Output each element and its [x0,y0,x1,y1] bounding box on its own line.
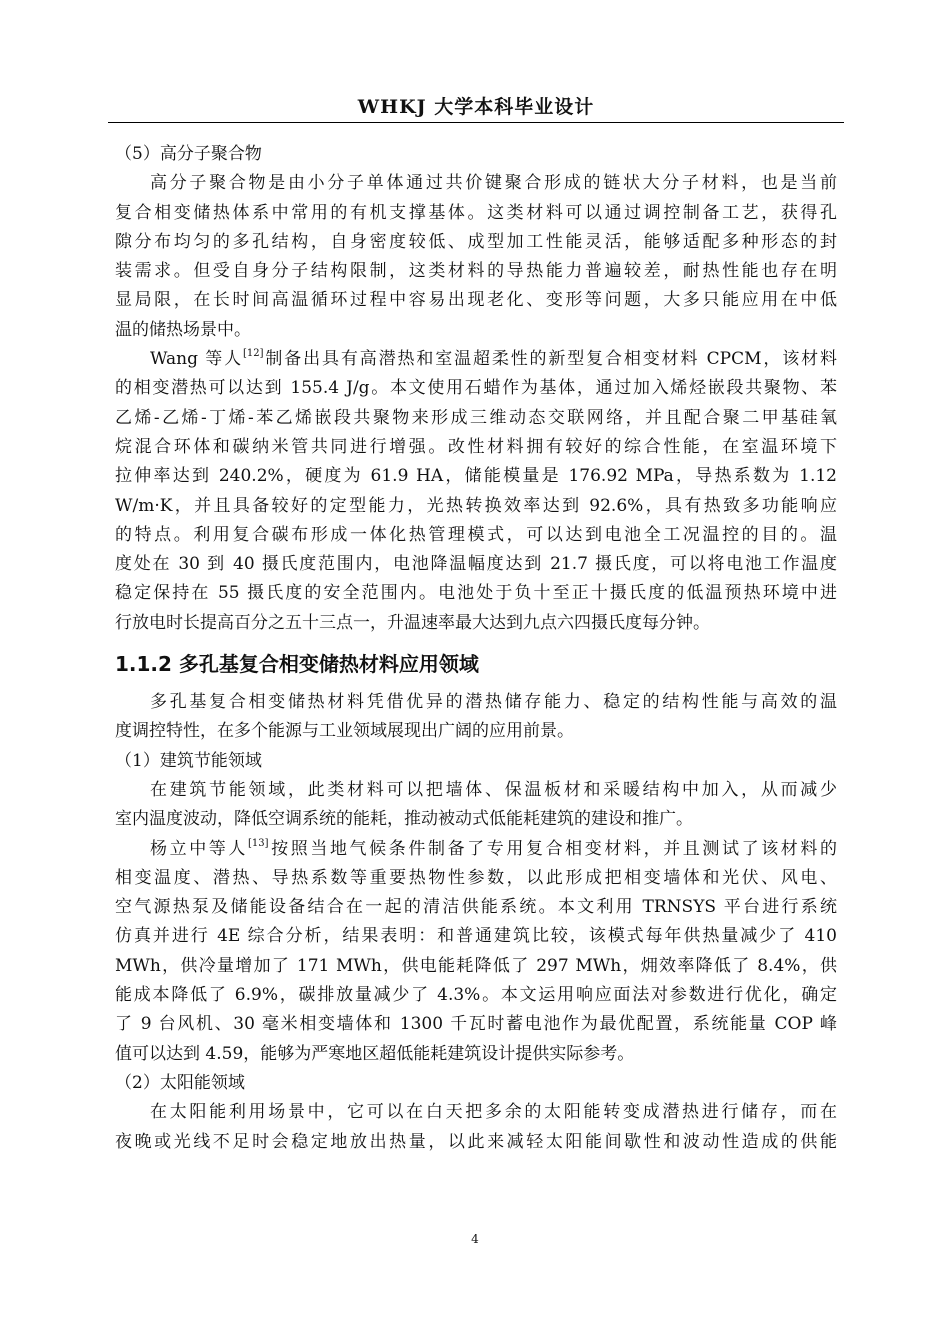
paragraph-line: 室内温度波动，降低空调系统的能耗，推动被动式低能耗建筑的建设和推广。 [115,809,693,830]
paragraph-line: 在太阳能利用场景中，它可以在白天把多余的太阳能转变成潜热进行储存，而在 [150,1102,837,1123]
paragraph-line: 仿真并进行 4E 综合分析，结果表明：和普通建筑比较，该模式每年供热量减少了 410 [115,926,837,947]
paragraph-line: 高分子聚合物是由小分子单体通过共价键聚合形成的链状大分子材料，也是当前 [150,173,837,194]
paragraph-line: W/m·K，并且具备较好的定型能力，光热转换效率达到 92.6%，具有热致多功能响应 [115,495,837,516]
page-number: 4 [471,1232,479,1246]
paragraph-line: 显局限，在长时间高温循环过程中容易出现老化、变形等问题，大多只能应用在中低 [115,290,837,311]
paragraph-line: 隙分布均匀的多孔结构，自身密度较低、成型加工性能灵活，能够适配多种形态的封 [115,231,837,252]
paragraph-line: Wang 等人[12]制备出具有高潜热和室温超柔性的新型复合相变材料 CPCM，该材料 [150,348,837,370]
document-body [115,140,837,1157]
paragraph-line: 行放电时长提高百分之五十三点一，升温速率最大达到九点六四摄氏度每分钟。 [115,612,710,633]
paragraph-line: 装需求。但受自身分子结构限制，这类材料的导热能力普遍较差，耐热性能也存在明 [115,261,837,282]
paragraph-line: 能成本降低了 6.9%，碳排放量减少了 4.3%。本文运用响应面法对参数进行优化，确定 [115,985,837,1006]
paragraph-line: 稳定保持在 55 摄氏度的安全范围内。电池处于负十至正十摄氏度的低温预热环境中进 [115,583,837,604]
paragraph-line: 杨立中等人[13]按照当地气候条件制备了专用复合相变材料，并且测试了该材料的 [150,837,837,859]
paragraph-line: 的相变潜热可以达到 155.4 J/g。本文使用石蜡作为基体，通过加入烯烃嵌段共聚物、苯 [115,378,837,399]
paragraph [115,345,837,638]
paragraph [115,688,837,747]
section-heading: 1.1.2 多孔基复合相变储热材料应用领域 [115,652,479,677]
paragraph-line: 值可以达到 4.59，能够为严寒地区超低能耗建筑设计提供实际参考。 [115,1043,635,1064]
paragraph-line: 度处在 30 到 40 摄氏度范围内，电池降温幅度达到 21.7 摄氏度，可以将电池工作温度 [115,554,837,575]
paragraph-line: 在建筑节能领域，此类材料可以把墙体、保温板材和采暖结构中加入，从而减少 [150,779,837,800]
page-header [108,92,844,123]
paragraph-line: 空气源热泵及储能设备结合在一起的清洁供能系统。本文利用 TRNSYS 平台进行系统 [115,897,837,918]
paragraph-line: 温的储热场景中。 [115,319,251,340]
subheading: （5）高分子聚合物 [115,144,262,164]
paragraph-line: 了 9 台风机、30 毫米相变墙体和 1300 千瓦时蓄电池作为最优配置，系统能量 COP 峰 [115,1014,837,1035]
paragraph [115,1098,837,1157]
subheading: （1）建筑节能领域 [115,750,262,771]
paragraph-line: 相变温度、潜热、导热系数等重要热物性参数，以此形成把相变墙体和光伏、风电、 [115,867,837,888]
paragraph-line: 乙烯-乙烯-丁烯-苯乙烯嵌段共聚物来形成三维动态交联网络，并且配合聚二甲基硅氧 [115,407,837,428]
paragraph-line: 的特点。利用复合碳布形成一体化热管理模式，可以达到电池全工况温控的目的。温 [115,524,837,545]
paragraph-line: MWh，供冷量增加了 171 MWh，供电能耗降低了 297 MWh，㶲效率降低了 8.4%，供 [115,955,837,976]
paragraph [115,835,837,1069]
header-title: WHKJ 大学本科毕业设计 [357,96,595,118]
paragraph-line: 度调控特性，在多个能源与工业领域展现出广阔的应用前景。 [115,721,574,742]
paragraph-line: 多孔基复合相变储热材料凭借优异的潜热储存能力、稳定的结构性能与高效的温 [150,692,837,713]
subheading: （2）太阳能领域 [115,1072,245,1093]
paragraph-line: 夜晚或光线不足时会稳定地放出热量，以此来减轻太阳能间歇性和波动性造成的供能 [115,1131,837,1152]
paragraph-line: 拉伸率达到 240.2%，硬度为 61.9 HA，储能模量是 176.92 MPa，导热系数为 1.12 [115,466,837,487]
paragraph [115,169,837,345]
paragraph-line: 烷混合环体和碳纳米管共同进行增强。改性材料拥有较好的综合性能，在室温环境下 [115,436,837,457]
paragraph [115,776,837,835]
paragraph-line: 复合相变储热体系中常用的有机支撑基体。这类材料可以通过调控制备工艺，获得孔 [115,202,837,223]
